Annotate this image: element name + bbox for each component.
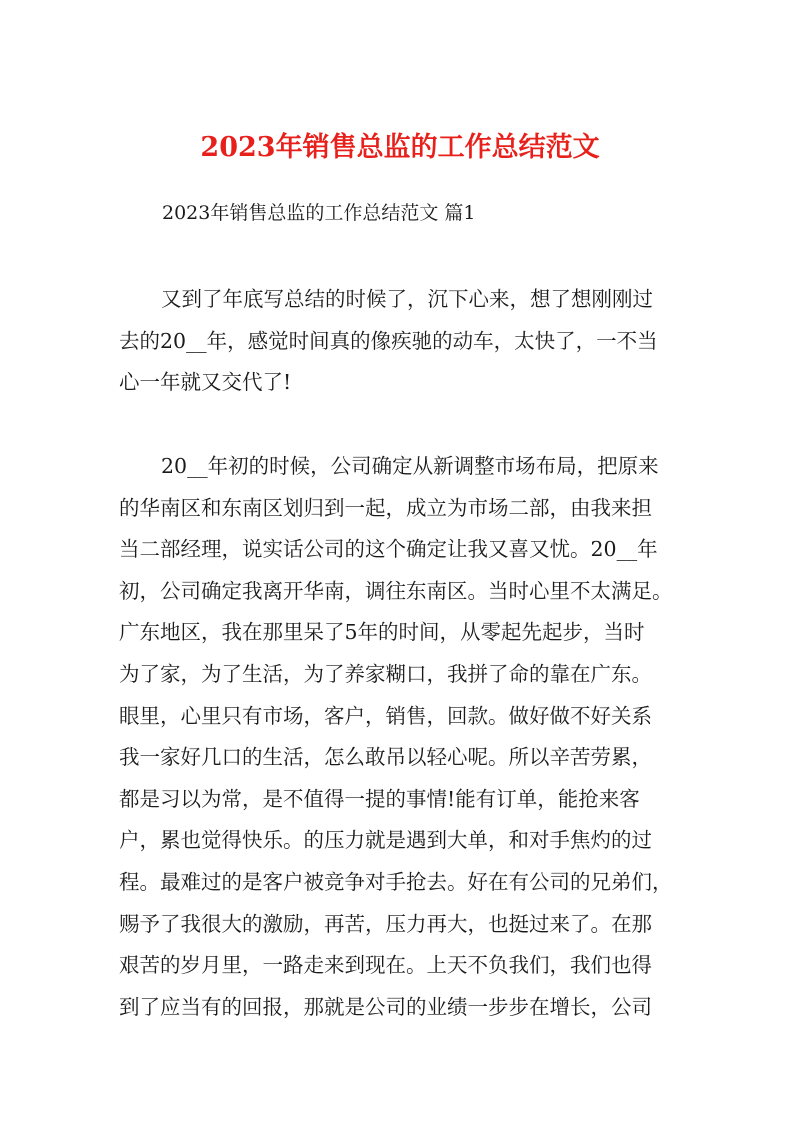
paragraph-line: 到了应当有的回报，那就是公司的业绩一步步在增长，公司 xyxy=(119,994,652,1019)
paragraph-line: 眼里，心里只有市场，客户，销售，回款。做好做不好关系 xyxy=(119,703,652,728)
paragraph-line: 去的20__年，感觉时间真的像疾驰的动车，太快了，一不当 xyxy=(119,328,658,353)
paragraph-line: 心一年就又交代了! xyxy=(119,370,292,395)
paragraph-line: 赐予了我很大的激励，再苦，压力再大，也挺过来了。在那 xyxy=(119,911,652,936)
paragraph-line: 20__年初的时候，公司确定从新调整市场布局，把原来 xyxy=(161,454,659,478)
paragraph-1 xyxy=(119,279,691,404)
document-title: 2023年销售总监的工作总结范文 xyxy=(200,132,600,163)
paragraph-line: 为了家，为了生活，为了养家糊口，我拼了命的靠在广东。 xyxy=(119,661,652,686)
paragraph-line: 初，公司确定我离开华南，调往东南区。当时心里不太满足。 xyxy=(119,578,673,603)
paragraph-2 xyxy=(119,446,691,1028)
paragraph-line: 广东地区，我在那里呆了5年的时间，从零起先起步，当时 xyxy=(119,620,645,645)
paragraph-line: 当二部经理，说实话公司的这个确定让我又喜又忧。20__年 xyxy=(119,537,658,562)
section-heading: 2023年销售总监的工作总结范文 篇1 xyxy=(162,202,476,224)
paragraph-line: 都是习以为常，是不值得一提的事情!能有订单，能抢来客 xyxy=(119,786,640,811)
paragraph-line: 户，累也觉得快乐。的压力就是遇到大单，和对手焦灼的过 xyxy=(119,828,652,853)
paragraph-line: 的华南区和东南区划归到一起，成立为市场二部，由我来担 xyxy=(119,495,652,520)
paragraph-line: 我一家好几口的生活，怎么敢吊以轻心呢。所以辛苦劳累， xyxy=(119,745,652,770)
paragraph-line: 程。最难过的是客户被竞争对手抢去。好在有公司的兄弟们， xyxy=(119,869,673,894)
paragraph-line: 艰苦的岁月里，一路走来到现在。上天不负我们，我们也得 xyxy=(119,953,652,978)
paragraph-line: 又到了年底写总结的时候了，沉下心来，想了想刚刚过 xyxy=(161,287,653,311)
